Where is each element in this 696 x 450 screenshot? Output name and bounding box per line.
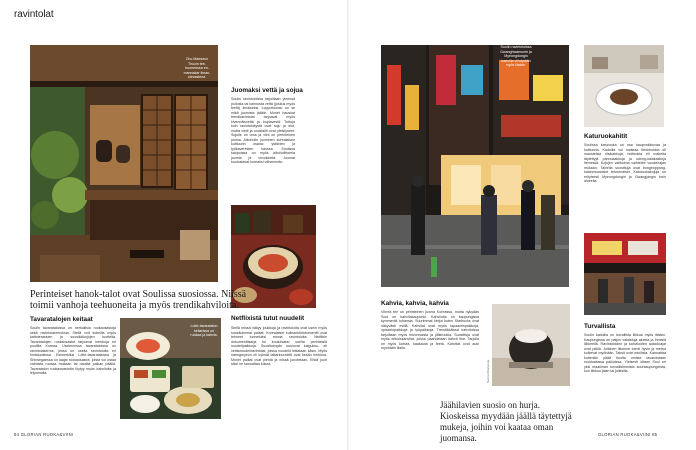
- coffee-table-photo: [584, 45, 664, 127]
- body-street-food: Soulissa katuruoka on osa kaupunkikuvaa ja kulttuuria. Kaduilla voi maistaa tteokbokkia eli mausteisia riisikakkuja, hotteokia eli makeita täytettyjä pannukakkuja ja odeng-kalakakkuja liemessä. Kojujen valikoima vaihtelee vuodenajan mukaan. Talvella suosittuja ovat bungeoppang-kalanmuotoiset leivonnaiset. Katuruokakojuja on erityisesti Myeongdongin ja Gwangjangin torin alueella.: [584, 143, 666, 183]
- heading-netflix-noodles: Netflixistä tutut nuudelit: [231, 315, 305, 322]
- heading-coffee: Kahvia, kahvia, kahvia: [381, 300, 449, 307]
- pullquote-ice-drinks: Jäähilavien suosio on hurja. Kioskeissa myydään jäällä täytettyjä mukeja, joihin voi kaataa oman juomansa.: [440, 400, 572, 443]
- heading-drinks: Juomaksi vettä ja sojua: [231, 87, 303, 94]
- heading-safety: Turvallista: [584, 323, 616, 330]
- teahouse-photo-caption: Cho Maeseun Thucin tee-huoneessa eri-mannakar ilman-olevastena.: [183, 57, 211, 79]
- body-department-stores: Soulin tavarataloissa on herkullisia ruokaosastoja sekä ravintolakerroksia. Siellä voit kokeilla myös kattoterassien ja suosikkikojujen tuotteita. Tavaratalojen ruokaosastot tarjoavat herkkuja eri puolilta Koreaa. Useimmissa tavarataloissa on ravintolakerros, jossa on useita ravintoloita eri hintaluokissa. Esimerkiksi Lotte-tavaratalossa ja Shinsegaessa on laajat ruokaosastot, joista voi ostaa valmista ruokaa mukaan tai nauttia paikan päällä. Tavaratalon ruokaosastolta löytyy myös kahviloita ja leipomoita.: [30, 326, 116, 375]
- heading-department-stores: Tavaratalojen keitaat: [30, 316, 93, 323]
- street-photo-caption: Soulin ravintoloissa Gwanghwamunin ja Myeongdongin kaduilla viihdytään myös iltaisin.: [500, 45, 532, 67]
- body-safety: Soulin kaduilla on turvallista liikkua myös iltaisin. Kaupungissa on paljon valaistuja alueita ja ihmisiä liikkeellä. Ravintoloiden ja kahviloiden aukioloajat ovat pitkiä. Julkinen liikenne toimii hyvin ja metrot kulkevat myöhään. Taksit ovat edullisia. Kannattaa kuitenkin pitää huolta omista tavaroistaan ruuhkaisissa paikoissa. Yleisesti ottaen Soul on yksi maailman turvallisimmista suurkaupungeista, kun liikkuu jalan tai julkisilla.: [584, 333, 666, 373]
- page-gutter: [347, 0, 349, 450]
- hanok-teahouse-photo: [30, 45, 218, 282]
- pullquote-hanok: Perinteiset hanok-talot ovat Soulissa suosiossa. Niissä toimii vanhoja teehuoneita ja myös trendikahviloita.: [30, 289, 247, 311]
- body-drinks: Soulin ravintoloissa tarjoillaan yleensä pullosta tai kannusta vettä (joskus myös teetä) ilmaiseksi. Lopputuomio on se mikä juomista jääkin. Monet hauskat trendiravintolat tarjoavat myös kivennäisvettä ja kuplavesiä. Tuttuja kuin ravintoloitystä ovat soju ja olut, mutta viinit ja cocktailit ovat yleistyneet. Sojulle on oma ja viini on perinteinen juoma. Alkoholin juominen korealaisen kulttuurin osana: ystävien ja työkavereiden kanssa. Soulissa kaupoissa on myös alkoholittomia juomia ja virvokkeita. Juomat kuulostavat koreaksi vähemmän.: [231, 97, 295, 164]
- food-photo-caption: Lotte-tavaratalon kellarissa on ruokaa ja kahvia.: [190, 324, 218, 337]
- body-netflix-noodles: Siellä missä näkyy joukkoja ja ravintoloita ovat usein myös suosituimmat paikat. Korealaiset kulinaristidokumentit ovat tehneet tunnetuksi monia ravintoloita. Netflixin dokumenttisarja toi kuuluisaksi useita perinteisiä nuudelipaikkoja. Suosituimpiin kuuluvat kalguksu- eli veitsinuudeliravintolat, joissa nuudelit leikataan käsin. Myös naengmyeon eli kylmät tattarinuudelit ovat kesän herkkua. Monet paikat ovat pieniä ja niissä jonotetaan. Ehkä juuri siksi ne kannattaa kokea.: [231, 326, 327, 366]
- footer-left: 84 GLORIAN RUOKA&VIINI: [14, 432, 74, 437]
- photo-credit: Sanna Mustanoja: [486, 359, 490, 383]
- heading-street-food: Katuruokahitit: [584, 133, 628, 140]
- body-coffee: Vihreä tee on perinteinen juoma Koreassa, mutta nykyään Soul on kahvilakaupunki. Kahviloita on kaupungissa kymmeniä tuhansia. Suurimmat ketjut kuten Starbucks ovat näkyvästi esillä. Kahvilat ovat myös tapaamispaikkoja, opiskelupaikkoja ja työpaikkoja. Trendikkäissä kahviloissa tarjoillaan myös leivonnaisia ja jälkiruokia. Suosittuja ovat myös erikoiskahvilat, joissa paahdetaan kahvit itse. Tarjolla on myös kahvia, kaakaota ja teetä. Kahvilat ovat auki myöhään illalla.: [381, 310, 479, 350]
- dessert-cup-photo: [492, 304, 570, 386]
- footer-right: GLORIAN RUOKA&VIINI 85: [598, 432, 658, 437]
- section-title: ravintolat: [14, 9, 54, 20]
- night-shop-photo: [584, 233, 666, 315]
- food-platter-photo: [120, 318, 221, 419]
- night-street-photo: [381, 45, 569, 287]
